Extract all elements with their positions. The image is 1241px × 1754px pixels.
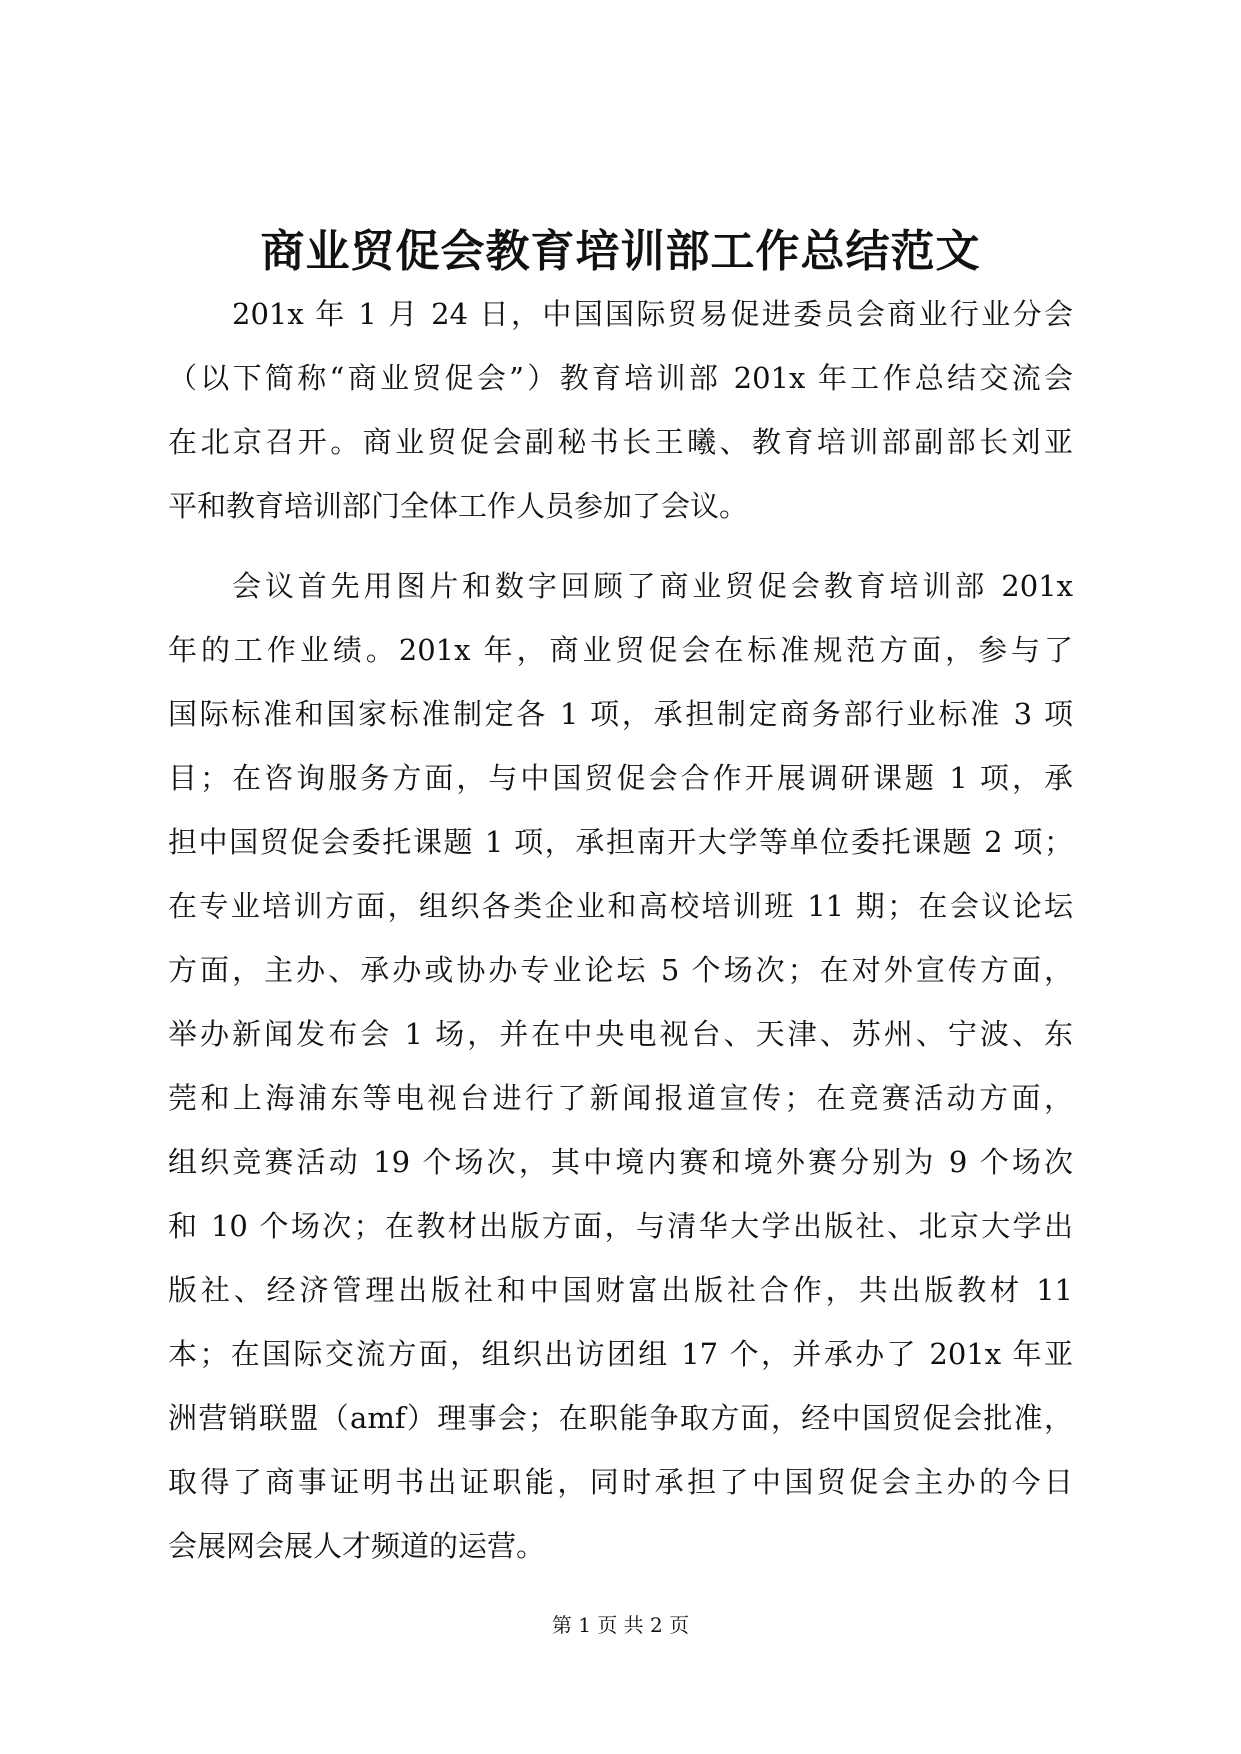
paragraph-line: （以下简称“商业贸促会”）教育培训部 201x 年工作总结交流会 [168,361,1073,395]
paragraph-line: 年的工作业绩。201x 年，商业贸促会在标准规范方面，参与了 [168,633,1073,667]
paragraph-1 [168,282,1073,538]
paragraph-line: 在北京召开。商业贸促会副秘书长王曦、教育培训部副部长刘亚 [168,425,1073,459]
page-footer: 第 1 页 共 2 页 [551,1613,690,1637]
paragraph-line: 举办新闻发布会 1 场，并在中央电视台、天津、苏州、宁波、东 [168,1017,1073,1051]
paragraph-gap [168,538,1073,554]
paragraph-line: 和 10 个场次；在教材出版方面，与清华大学出版社、北京大学出 [168,1209,1073,1243]
paragraph-line: 取得了商事证明书出证职能，同时承担了中国贸促会主办的今日 [168,1465,1073,1499]
paragraph-line: 会议首先用图片和数字回顾了商业贸促会教育培训部 201x [232,569,1073,603]
paragraph-line: 平和教育培训部门全体工作人员参加了会议。 [168,489,749,523]
paragraph-line: 组织竞赛活动 19 个场次，其中境内赛和境外赛分别为 9 个场次 [168,1145,1073,1179]
paragraph-line: 洲营销联盟（amf）理事会；在职能争取方面，经中国贸促会批准， [168,1401,1073,1435]
document-body [168,282,1073,1578]
document-title: 商业贸促会教育培训部工作总结范文 [260,226,981,277]
paragraph-line: 目；在咨询服务方面，与中国贸促会合作开展调研课题 1 项，承 [168,761,1073,795]
paragraph-line: 会展网会展人才频道的运营。 [168,1529,546,1563]
paragraph-line: 版社、经济管理出版社和中国财富出版社合作，共出版教材 11 [168,1273,1073,1307]
paragraph-2 [168,554,1073,1578]
paragraph-line: 担中国贸促会委托课题 1 项，承担南开大学等单位委托课题 2 项； [168,825,1073,859]
paragraph-line: 方面，主办、承办或协办专业论坛 5 个场次；在对外宣传方面， [168,953,1073,987]
paragraph-line: 莞和上海浦东等电视台进行了新闻报道宣传；在竞赛活动方面， [168,1081,1073,1115]
paragraph-line: 国际标准和国家标准制定各 1 项，承担制定商务部行业标准 3 项 [168,697,1073,731]
paragraph-line: 本；在国际交流方面，组织出访团组 17 个，并承办了 201x 年亚 [168,1337,1073,1371]
paragraph-line: 在专业培训方面，组织各类企业和高校培训班 11 期；在会议论坛 [168,889,1073,923]
paragraph-line: 201x 年 1 月 24 日，中国国际贸易促进委员会商业行业分会 [232,297,1073,331]
